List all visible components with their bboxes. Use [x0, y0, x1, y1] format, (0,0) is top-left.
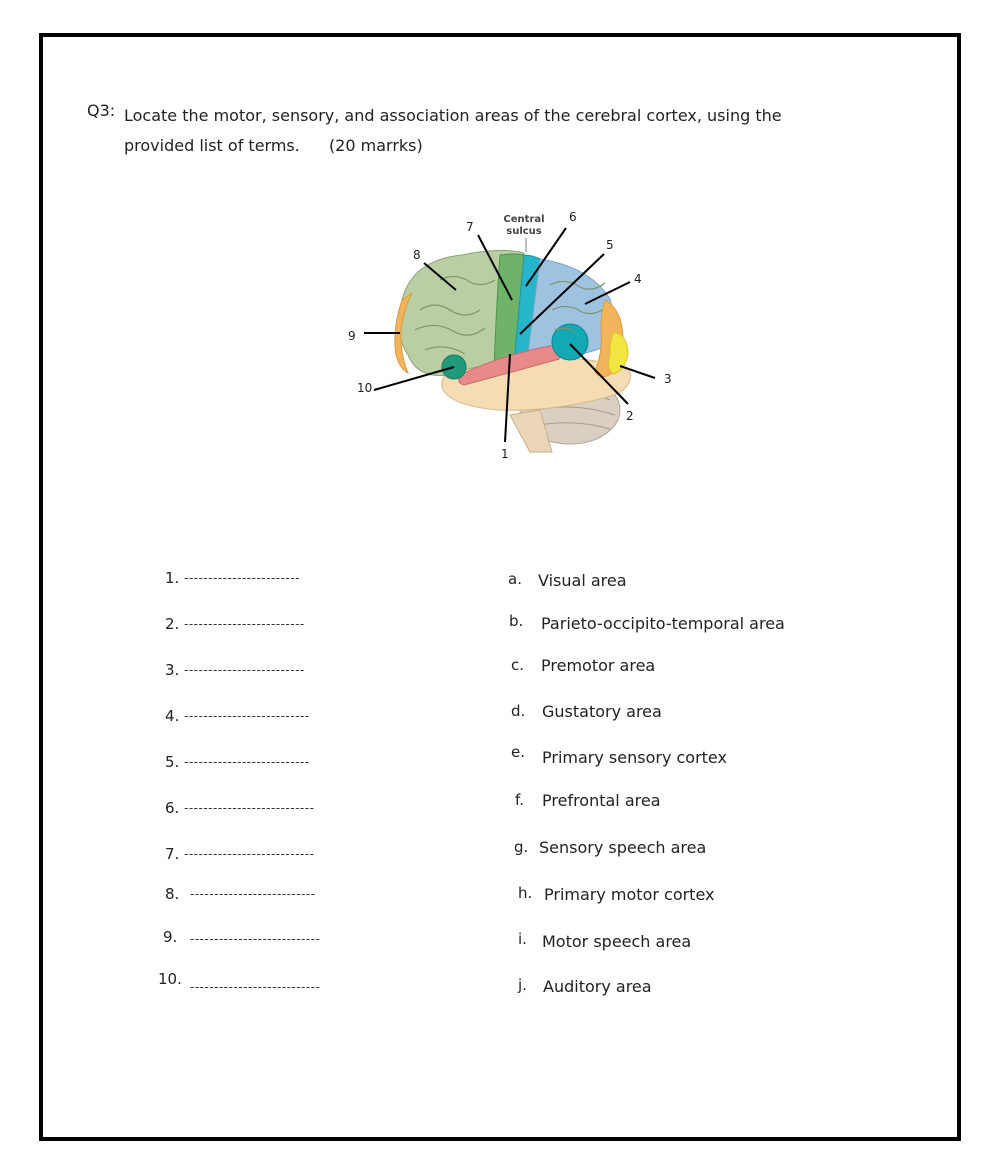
- blank-number-3: 3.: [165, 661, 180, 679]
- blank-line-6[interactable]: ---------------------------: [184, 801, 315, 815]
- blank-number-10: 10.: [158, 970, 182, 988]
- option-text-b: Parieto-occipito-temporal area: [541, 614, 785, 633]
- figure-number-10: 10: [357, 381, 373, 395]
- brain-illustration: [330, 200, 690, 470]
- figure-number-7: 7: [466, 220, 474, 234]
- option-letter-j: j.: [518, 976, 527, 994]
- central-sulcus-label-line1: Central: [503, 214, 545, 225]
- blank-line-7[interactable]: ---------------------------: [184, 847, 315, 861]
- blank-number-4: 4.: [165, 707, 180, 725]
- blank-line-10[interactable]: ---------------------------: [190, 980, 321, 994]
- central-sulcus-label-line2: sulcus: [506, 226, 542, 237]
- blank-line-4[interactable]: --------------------------: [184, 709, 310, 723]
- figure-number-8: 8: [413, 248, 421, 262]
- option-text-d: Gustatory area: [542, 702, 662, 721]
- blank-number-2: 2.: [165, 615, 180, 633]
- option-text-e: Primary sensory cortex: [542, 748, 727, 767]
- option-letter-g: g.: [514, 838, 529, 856]
- figure-number-3: 3: [664, 372, 672, 386]
- option-text-f: Prefrontal area: [542, 791, 661, 810]
- option-letter-h: h.: [518, 884, 533, 902]
- option-text-h: Primary motor cortex: [544, 885, 715, 904]
- blank-line-2[interactable]: -------------------------: [184, 617, 305, 631]
- blank-line-8[interactable]: --------------------------: [190, 887, 316, 901]
- question-text: [124, 101, 844, 161]
- option-text-a: Visual area: [538, 571, 627, 590]
- blank-line-3[interactable]: -------------------------: [184, 663, 305, 677]
- option-text-j: Auditory area: [543, 977, 652, 996]
- figure-number-6: 6: [569, 210, 577, 224]
- figure-number-9: 9: [348, 329, 356, 343]
- figure-number-2: 2: [626, 409, 634, 423]
- option-text-c: Premotor area: [541, 656, 656, 675]
- figure-number-4: 4: [634, 272, 642, 286]
- option-letter-i: i.: [518, 930, 527, 948]
- blank-line-1[interactable]: ------------------------: [184, 571, 300, 585]
- question-label: Q3:: [87, 101, 116, 120]
- option-letter-a: a.: [508, 570, 522, 588]
- blank-line-9[interactable]: ---------------------------: [190, 932, 321, 946]
- blank-number-7: 7.: [165, 845, 180, 863]
- blank-number-9: 9.: [163, 928, 178, 946]
- option-letter-d: d.: [511, 702, 526, 720]
- option-text-i: Motor speech area: [542, 932, 692, 951]
- question-marks: (20 marrks): [328, 136, 423, 155]
- figure-number-1: 1: [501, 447, 509, 461]
- option-text-g: Sensory speech area: [539, 838, 707, 857]
- blank-number-8: 8.: [165, 885, 180, 903]
- brain-diagram: [330, 200, 690, 470]
- option-letter-c: c.: [511, 656, 525, 674]
- option-letter-e: e.: [511, 743, 525, 761]
- blank-line-5[interactable]: --------------------------: [184, 755, 310, 769]
- figure-number-5: 5: [606, 238, 614, 252]
- option-letter-f: f.: [515, 791, 524, 809]
- blank-number-6: 6.: [165, 799, 180, 817]
- blank-number-5: 5.: [165, 753, 180, 771]
- question-prompt: Locate the motor, sensory, and association areas of the cerebral cortex, using the provided list of terms.: [124, 106, 782, 155]
- option-letter-b: b.: [509, 612, 524, 630]
- blank-number-1: 1.: [165, 569, 180, 587]
